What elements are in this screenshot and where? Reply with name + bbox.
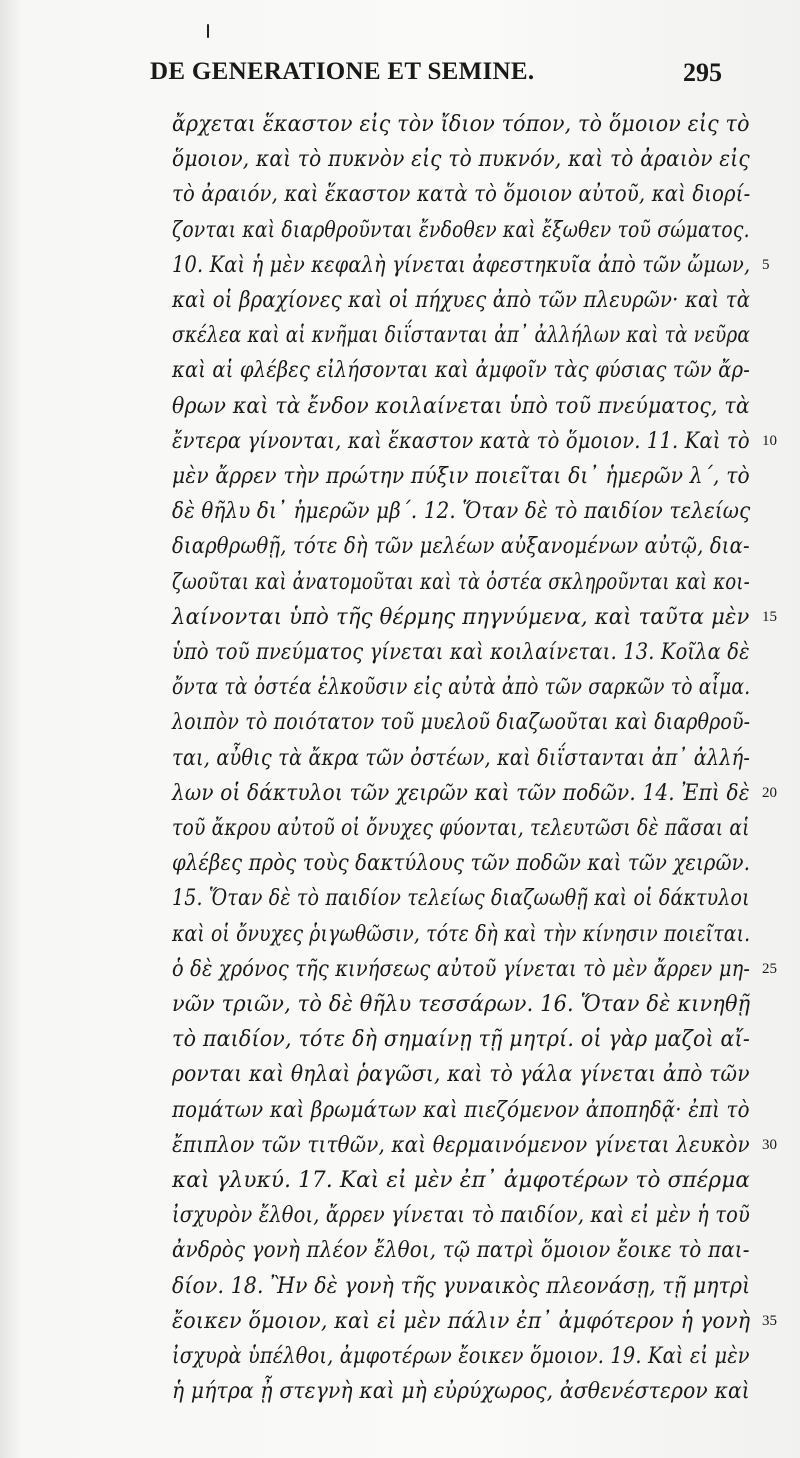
line-text: νῶν τριῶν, τὸ δὲ θῆλυ τεσσάρων. 16. Ὅταν δὲ κινηθῇ (172, 991, 751, 1017)
line-number: 25 (762, 960, 777, 977)
line-text: διαρθρωθῇ, τότε δὴ τῶν μελέων αὐξανομένων αὐτῷ, δια- (172, 533, 750, 560)
text-line (0, 421, 800, 461)
line-text: λαίνονται ὑπὸ τῆς θέρμης πηγνύμενα, καὶ ταῦτα μὲν (172, 603, 750, 630)
text-line (0, 808, 800, 848)
text-line (0, 1125, 800, 1165)
line-text: ἀνδρὸς γονὴ πλέον ἔλθοι, τῷ πατρὶ ὅμοιον ἔοικε τὸ παι- (172, 1237, 750, 1264)
text-line (0, 949, 800, 989)
line-text: καὶ αἱ φλέβες εἰλήσονται καὶ ἀμφοῖν τὰς φύσιας τῶν ἄρ- (172, 357, 750, 384)
line-text: δὲ θῆλυ δι᾽ ἡμερῶν μβ΄. 12. Ὅταν δὲ τὸ παιδίον τελείως (172, 498, 751, 525)
line-text: τὸ παιδίον, τότε δὴ σημαίνῃ τῇ μητρί. οἱ γὰρ μαζοὶ αἴ- (172, 1026, 750, 1053)
text-line (0, 1054, 800, 1094)
line-number: 15 (762, 608, 777, 625)
text-line (0, 1371, 800, 1411)
text-line (0, 632, 800, 672)
line-text: ρονται καὶ θηλαὶ ῥαγῶσι, καὶ τὸ γάλα γίνεται ἀπὸ τῶν (172, 1061, 750, 1088)
text-line (0, 1336, 800, 1376)
line-text: ἄρχεται ἕκαστον εἰς τὸν ἴδιον τόπον, τὸ ὅμοιον εἰς τὸ (172, 111, 750, 137)
text-line (0, 350, 800, 390)
text-line (0, 984, 800, 1024)
text-line (0, 174, 800, 214)
line-text: καὶ οἱ ὄνυχες ῥιγωθῶσιν, τότε δὴ καὶ τὴν κίνησιν ποιεῖται. (172, 920, 751, 947)
text-line (0, 1160, 800, 1200)
line-text: ἔπιπλον τῶν τιτθῶν, καὶ θερμαινόμενον γίνεται λευκὸν (172, 1131, 750, 1158)
line-text: ὁ δὲ χρόνος τῆς κινήσεως αὐτοῦ γίνεται τὸ μὲν ἄρρεν μη- (172, 955, 751, 982)
line-text: 15. Ὅταν δὲ τὸ παιδίον τελείως διαζωωθῇ καὶ οἱ δάκτυλοι (172, 885, 750, 912)
ink-mark (207, 24, 209, 38)
line-text: ἔοικεν ὅμοιον, καὶ εἰ μὲν πάλιν ἐπ᾽ ἀμφότερον ἡ γονὴ (172, 1307, 751, 1334)
line-text: φλέβες πρὸς τοὺς δακτύλους τῶν ποδῶν καὶ τῶν χειρῶν. (172, 850, 751, 877)
text-line (0, 210, 800, 250)
line-text: ζονται καὶ διαρθροῦνται ἔνδοθεν καὶ ἔξωθεν τοῦ σώματος. (172, 216, 750, 243)
line-number: 5 (762, 256, 770, 273)
line-text: σκέλεα καὶ αἱ κνῆμαι διΐστανται ἀπ᾽ ἀλλήλων καὶ τὰ νεῦρα (172, 322, 750, 349)
text-line (0, 562, 800, 602)
text-line (0, 1019, 800, 1059)
text-line (0, 843, 800, 883)
text-line (0, 878, 800, 918)
line-number: 20 (762, 784, 777, 801)
text-line (0, 139, 800, 179)
line-text: πομάτων καὶ βρωμάτων καὶ πιεζόμενον ἀποπηδᾷ· ἐπὶ τὸ (172, 1096, 750, 1123)
line-text: τοῦ ἄκρου αὐτοῦ οἱ ὄνυχες φύονται, τελευτῶσι δὲ πᾶσαι αἱ (172, 815, 750, 841)
line-number: 35 (762, 1312, 777, 1329)
text-line (0, 1090, 800, 1130)
line-text: ζωοῦται καὶ ἀνατομοῦται καὶ τὰ ὀστέα σκληροῦνται καὶ κοι- (172, 568, 750, 595)
line-text: καὶ οἱ βραχίονες καὶ οἱ πήχυες ἀπὸ τῶν πλευρῶν· καὶ τὰ (172, 287, 751, 313)
text-line (0, 597, 800, 637)
text-line (0, 702, 800, 742)
text-line (0, 245, 800, 285)
line-text: ἰσχυρὸν ἔλθοι, ἄρρεν γίνεται τὸ παιδίον, καὶ εἰ μὲν ἡ τοῦ (172, 1202, 750, 1229)
text-line (0, 914, 800, 954)
text-line (0, 1230, 800, 1270)
line-text: ἰσχυρὰ ὑπέλθοι, ἀμφοτέρων ἔοικεν ὅμοιον. 19. Καὶ εἰ μὲν (172, 1343, 750, 1369)
page-title: DE GENERATIONE ET SEMINE. (150, 58, 535, 85)
text-line (0, 1195, 800, 1235)
line-text: τὸ ἀραιόν, καὶ ἕκαστον κατὰ τὸ ὅμοιον αὐτοῦ, καὶ διορί- (172, 181, 751, 208)
text-line (0, 386, 800, 426)
text-line (0, 456, 800, 496)
line-text: ὄντα τὰ ὀστέα ἑλκοῦσιν εἰς αὐτὰ ἀπὸ τῶν σαρκῶν τὸ αἷμα. (172, 674, 751, 701)
text-line (0, 667, 800, 707)
line-text: ται, αὖθις τὰ ἄκρα τῶν ὀστέων, καὶ διΐστανται ἀπ᾽ ἀλλή- (172, 744, 751, 771)
text-line (0, 315, 800, 355)
text-line (0, 526, 800, 566)
line-text: 10. Καὶ ἡ μὲν κεφαλὴ γίνεται ἀφεστηκυῖα ἀπὸ τῶν ὤμων, (172, 251, 751, 278)
line-text: ὅμοιον, καὶ τὸ πυκνὸν εἰς τὸ πυκνόν, καὶ τὸ ἀραιὸν εἰς (172, 146, 750, 173)
text-line (0, 104, 800, 144)
text-line (0, 773, 800, 813)
line-text: λων οἱ δάκτυλοι τῶν χειρῶν καὶ τῶν ποδῶν. 14. Ἐπὶ δὲ (172, 779, 750, 806)
text-line (0, 491, 800, 531)
text-line (0, 1266, 800, 1306)
line-number: 10 (762, 432, 777, 449)
line-text: δίον. 18. Ἢν δὲ γονὴ τῆς γυναικὸς πλεονάσῃ, τῇ μητρὶ (172, 1272, 751, 1299)
running-head (150, 58, 750, 98)
line-text: ἔντερα γίνονται, καὶ ἕκαστον κατὰ τὸ ὅμοιον. 11. Καὶ τὸ (172, 427, 750, 454)
line-text: θρων καὶ τὰ ἔνδον κοιλαίνεται ὑπὸ τοῦ πνεύματος, τὰ (172, 392, 750, 419)
text-line (0, 1301, 800, 1341)
line-text: λοιπὸν τὸ ποιότατον τοῦ μυελοῦ διαζωοῦται καὶ διαρθροῦ- (172, 709, 751, 736)
text-line (0, 738, 800, 778)
page-number: 295 (683, 58, 722, 87)
line-text: μὲν ἄρρεν τὴν πρώτην πύξιν ποιεῖται δι᾽ ἡμερῶν λ΄, τὸ (172, 463, 750, 489)
line-text: ἡ μήτρα ᾖ στεγνὴ καὶ μὴ εὐρύχωρος, ἀσθενέστερον καὶ (172, 1378, 750, 1405)
text-line (0, 280, 800, 320)
line-number: 30 (762, 1136, 777, 1153)
line-text: καὶ γλυκύ. 17. Καὶ εἰ μὲν ἐπ᾽ ἀμφοτέρων τὸ σπέρμα (172, 1167, 751, 1193)
line-text: ὑπὸ τοῦ πνεύματος γίνεται καὶ κοιλαίνεται. 13. Κοῖλα δὲ (172, 639, 750, 665)
